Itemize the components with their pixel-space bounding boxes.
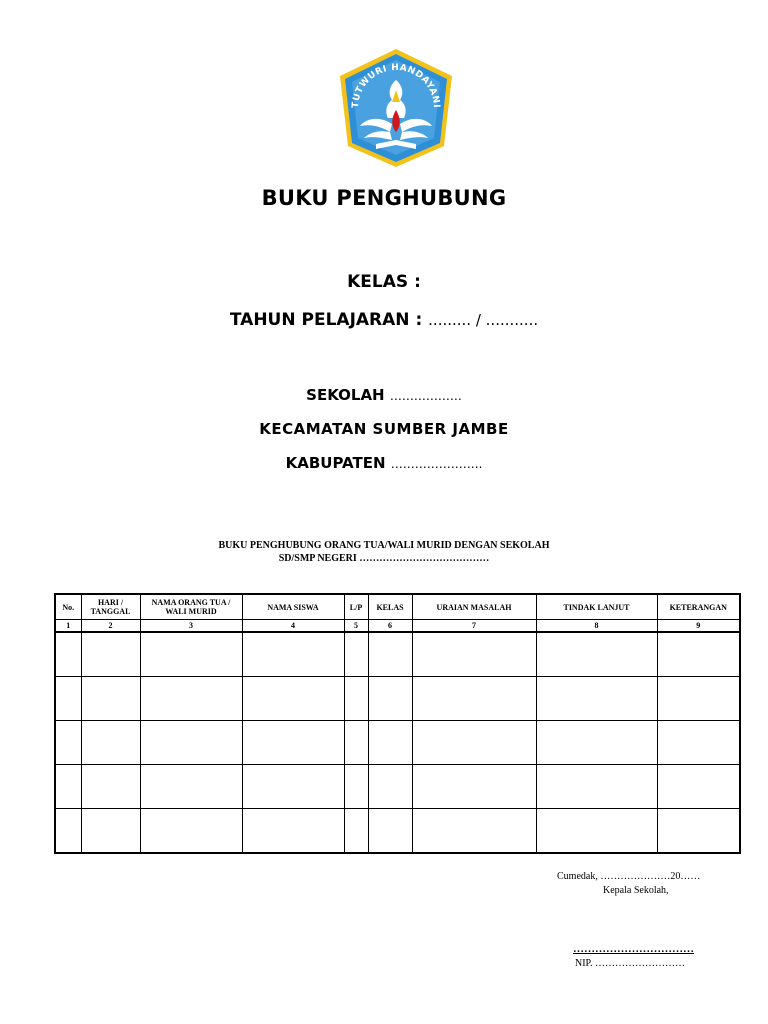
- column-header-tindak-lanjut: TINDAK LANJUT: [536, 594, 657, 620]
- table-cell: [81, 765, 140, 809]
- table-header-row: [55, 594, 740, 620]
- table-cell: [55, 721, 81, 765]
- table-subtitle-line1: BUKU PENGHUBUNG ORANG TUA/WALI MURID DENGAN SEKOLAH: [218, 540, 550, 551]
- column-number: 8: [536, 620, 657, 633]
- sekolah-label: SEKOLAH: [306, 386, 390, 404]
- table-cell: [368, 765, 412, 809]
- table-subtitle-line2: SD/SMP NEGERI …………………………………: [278, 553, 490, 564]
- table-cell: [81, 809, 140, 854]
- tut-wuri-handayani-logo: [336, 46, 456, 170]
- table-cell: [368, 809, 412, 854]
- table-cell: [344, 677, 368, 721]
- signature-nip: NIP. ………………………: [575, 958, 686, 969]
- table-cell: [140, 632, 242, 677]
- table-cell: [368, 721, 412, 765]
- tahun-dots: ......... / ...........: [428, 311, 539, 329]
- sekolah-line: [0, 386, 768, 404]
- sekolah-dots: ………………: [389, 389, 462, 403]
- column-header-nama-siswa: NAMA SISWA: [242, 594, 344, 620]
- column-number: 4: [242, 620, 344, 633]
- logo-text: TUTWURI HANDAYANI: [350, 62, 442, 109]
- table-row: [55, 632, 740, 677]
- kelas-label: KELAS :: [347, 272, 421, 292]
- table-cell: [657, 677, 740, 721]
- table-cell: [536, 809, 657, 854]
- table-cell: [55, 809, 81, 854]
- table-cell: [536, 632, 657, 677]
- signature-role: Kepala Sekolah,: [603, 885, 669, 896]
- column-number: 5: [344, 620, 368, 633]
- table-cell: [536, 765, 657, 809]
- table-cell: [344, 632, 368, 677]
- column-number: 3: [140, 620, 242, 633]
- table-cell: [657, 632, 740, 677]
- table-cell: [81, 632, 140, 677]
- table-cell: [344, 809, 368, 854]
- signature-place-date: Cumedak, …………………20……: [557, 871, 701, 882]
- table-cell: [81, 677, 140, 721]
- column-number: 7: [412, 620, 536, 633]
- table-cell: [344, 721, 368, 765]
- table-cell: [242, 632, 344, 677]
- table-cell: [55, 677, 81, 721]
- table-row: [55, 677, 740, 721]
- table-cell: [242, 721, 344, 765]
- column-header-no: No.: [55, 594, 81, 620]
- table-cell: [368, 677, 412, 721]
- tahun-pelajaran: [0, 310, 768, 330]
- table-cell: [657, 765, 740, 809]
- table-cell: [55, 632, 81, 677]
- table-cell: [242, 677, 344, 721]
- kecamatan-line: KECAMATAN SUMBER JAMBE: [259, 420, 509, 438]
- column-header-lp: L/P: [344, 594, 368, 620]
- column-number: 2: [81, 620, 140, 633]
- table-cell: [412, 809, 536, 854]
- table-cell: [81, 721, 140, 765]
- column-header-hari-tanggal: HARI / TANGGAL: [81, 594, 140, 620]
- table-cell: [368, 632, 412, 677]
- table-cell: [242, 765, 344, 809]
- table-cell: [657, 809, 740, 854]
- table-cell: [412, 765, 536, 809]
- tahun-label: TAHUN PELAJARAN :: [229, 310, 429, 330]
- kabupaten-line: [0, 454, 768, 472]
- column-header-uraian-masalah: URAIAN MASALAH: [412, 594, 536, 620]
- table-cell: [140, 677, 242, 721]
- document-title: BUKU PENGHUBUNG: [261, 186, 507, 210]
- kabupaten-label: KABUPATEN: [285, 454, 391, 472]
- table-cell: [140, 809, 242, 854]
- table-row: [55, 721, 740, 765]
- table-cell: [140, 765, 242, 809]
- table-cell: [242, 809, 344, 854]
- column-header-kelas: KELAS: [368, 594, 412, 620]
- signature-name-line: ……………………………: [573, 943, 694, 955]
- table-cell: [536, 721, 657, 765]
- table-cell: [536, 677, 657, 721]
- column-header-keterangan: KETERANGAN: [657, 594, 740, 620]
- kabupaten-dots: …………………..: [390, 457, 483, 471]
- column-number-row: [55, 620, 740, 633]
- table-cell: [55, 765, 81, 809]
- column-header-nama-orang-tua: NAMA ORANG TUA / WALI MURID: [140, 594, 242, 620]
- table-cell: [344, 765, 368, 809]
- table-cell: [657, 721, 740, 765]
- table-cell: [140, 721, 242, 765]
- contact-log-table: [54, 593, 741, 854]
- table-cell: [412, 677, 536, 721]
- column-number: 1: [55, 620, 81, 633]
- column-number: 9: [657, 620, 740, 633]
- column-number: 6: [368, 620, 412, 633]
- table-cell: [412, 632, 536, 677]
- table-row: [55, 765, 740, 809]
- table-row: [55, 809, 740, 854]
- table-cell: [412, 721, 536, 765]
